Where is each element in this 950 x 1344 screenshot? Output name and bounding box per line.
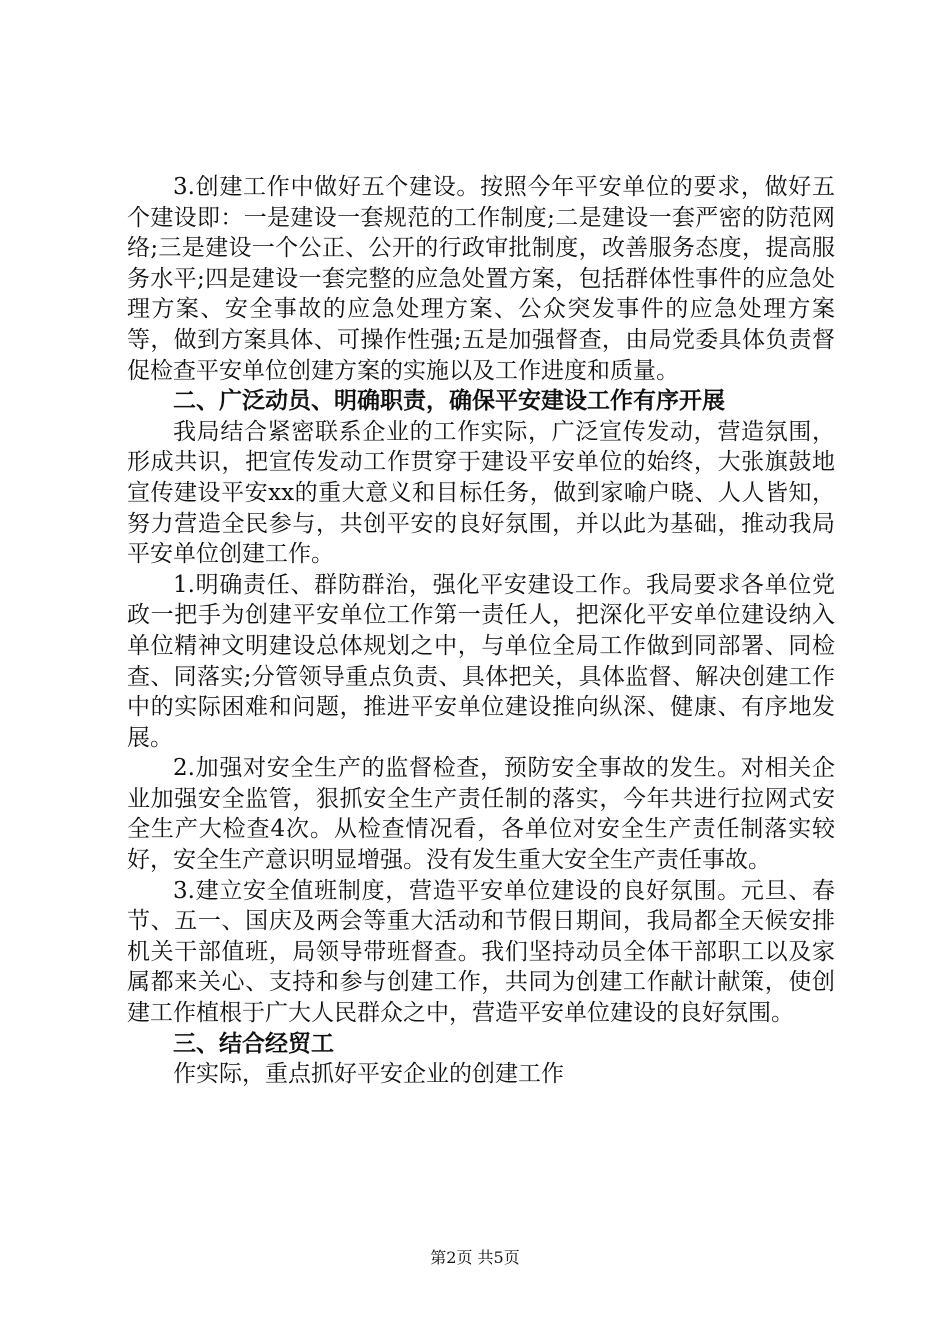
paragraph-publicity: 我局结合紧密联系企业的工作实际，广泛宣传发动，营造氛围，形成共识，把宣传发动工作贯穿于建设平安单位的始终，大张旗鼓地宣传建设平安xx的重大意义和目标任务，做到家喻户晓、人人皆知，努力营造全民参与，共创平安的良好氛围，并以此为基础，推动我局平安单位创建工作。 [127, 418, 835, 568]
document-body [127, 172, 835, 1090]
paragraph-duty-system: 3.建立安全值班制度，营造平安单位建设的良好氛围。元旦、春节、五一、国庆及两会等重大活动和节假日期间，我局都全天候安排机关干部值班，局领导带班督查。我们坚持动员全体干部职工以及家属都来关心、支持和参与创建工作，共同为创建工作献计献策，使创建工作植根于广大人民群众之中，营造平安单位建设的良好氛围。 [127, 877, 835, 1027]
section-heading-three: 三、结合经贸工 [173, 1030, 334, 1057]
paragraph-safety-inspection: 2.加强对安全生产的监督检查，预防安全事故的发生。对相关企业加强安全监管，狠抓安全生产责任制的落实，今年共进行拉网式安全生产大检查4次。从检查情况看，各单位对安全生产责任制落实较好，安全生产意识明显增强。没有发生重大安全生产责任事故。 [127, 755, 835, 874]
paragraph-continuation: 作实际，重点抓好平安企业的创建工作 [173, 1061, 564, 1088]
paragraph-five-constructions: 3.创建工作中做好五个建设。按照今年平安单位的要求，做好五个建设即：一是建设一套规范的工作制度;二是建设一套严密的防范网络;三是建设一个公正、公开的行政审批制度，改善服务态度，提高服务水平;四是建设一套完整的应急处置方案，包括群体性事件的应急处理方案、安全事故的应急处理方案、公众突发事件的应急处理方案等，做到方案具体、可操作性强;五是加强督查，由局党委具体负责督促检查平安单位创建方案的实施以及工作进度和质量。 [127, 174, 835, 384]
page-number-footer: 第2页 共5页 [430, 1248, 520, 1267]
section-heading-two: 二、广泛动员、明确职责，确保平安建设工作有序开展 [173, 388, 725, 415]
paragraph-responsibility: 1.明确责任、群防群治，强化平安建设工作。我局要求各单位党政一把手为创建平安单位工作第一责任人，把深化平安单位建设纳入单位精神文明建设总体规划之中，与单位全局工作做到同部署、同检查、同落实;分管领导重点负责、具体把关，具体监督、解决创建工作中的实际困难和问题，推进平安单位建设推向纵深、健康、有序地发展。 [127, 571, 835, 751]
